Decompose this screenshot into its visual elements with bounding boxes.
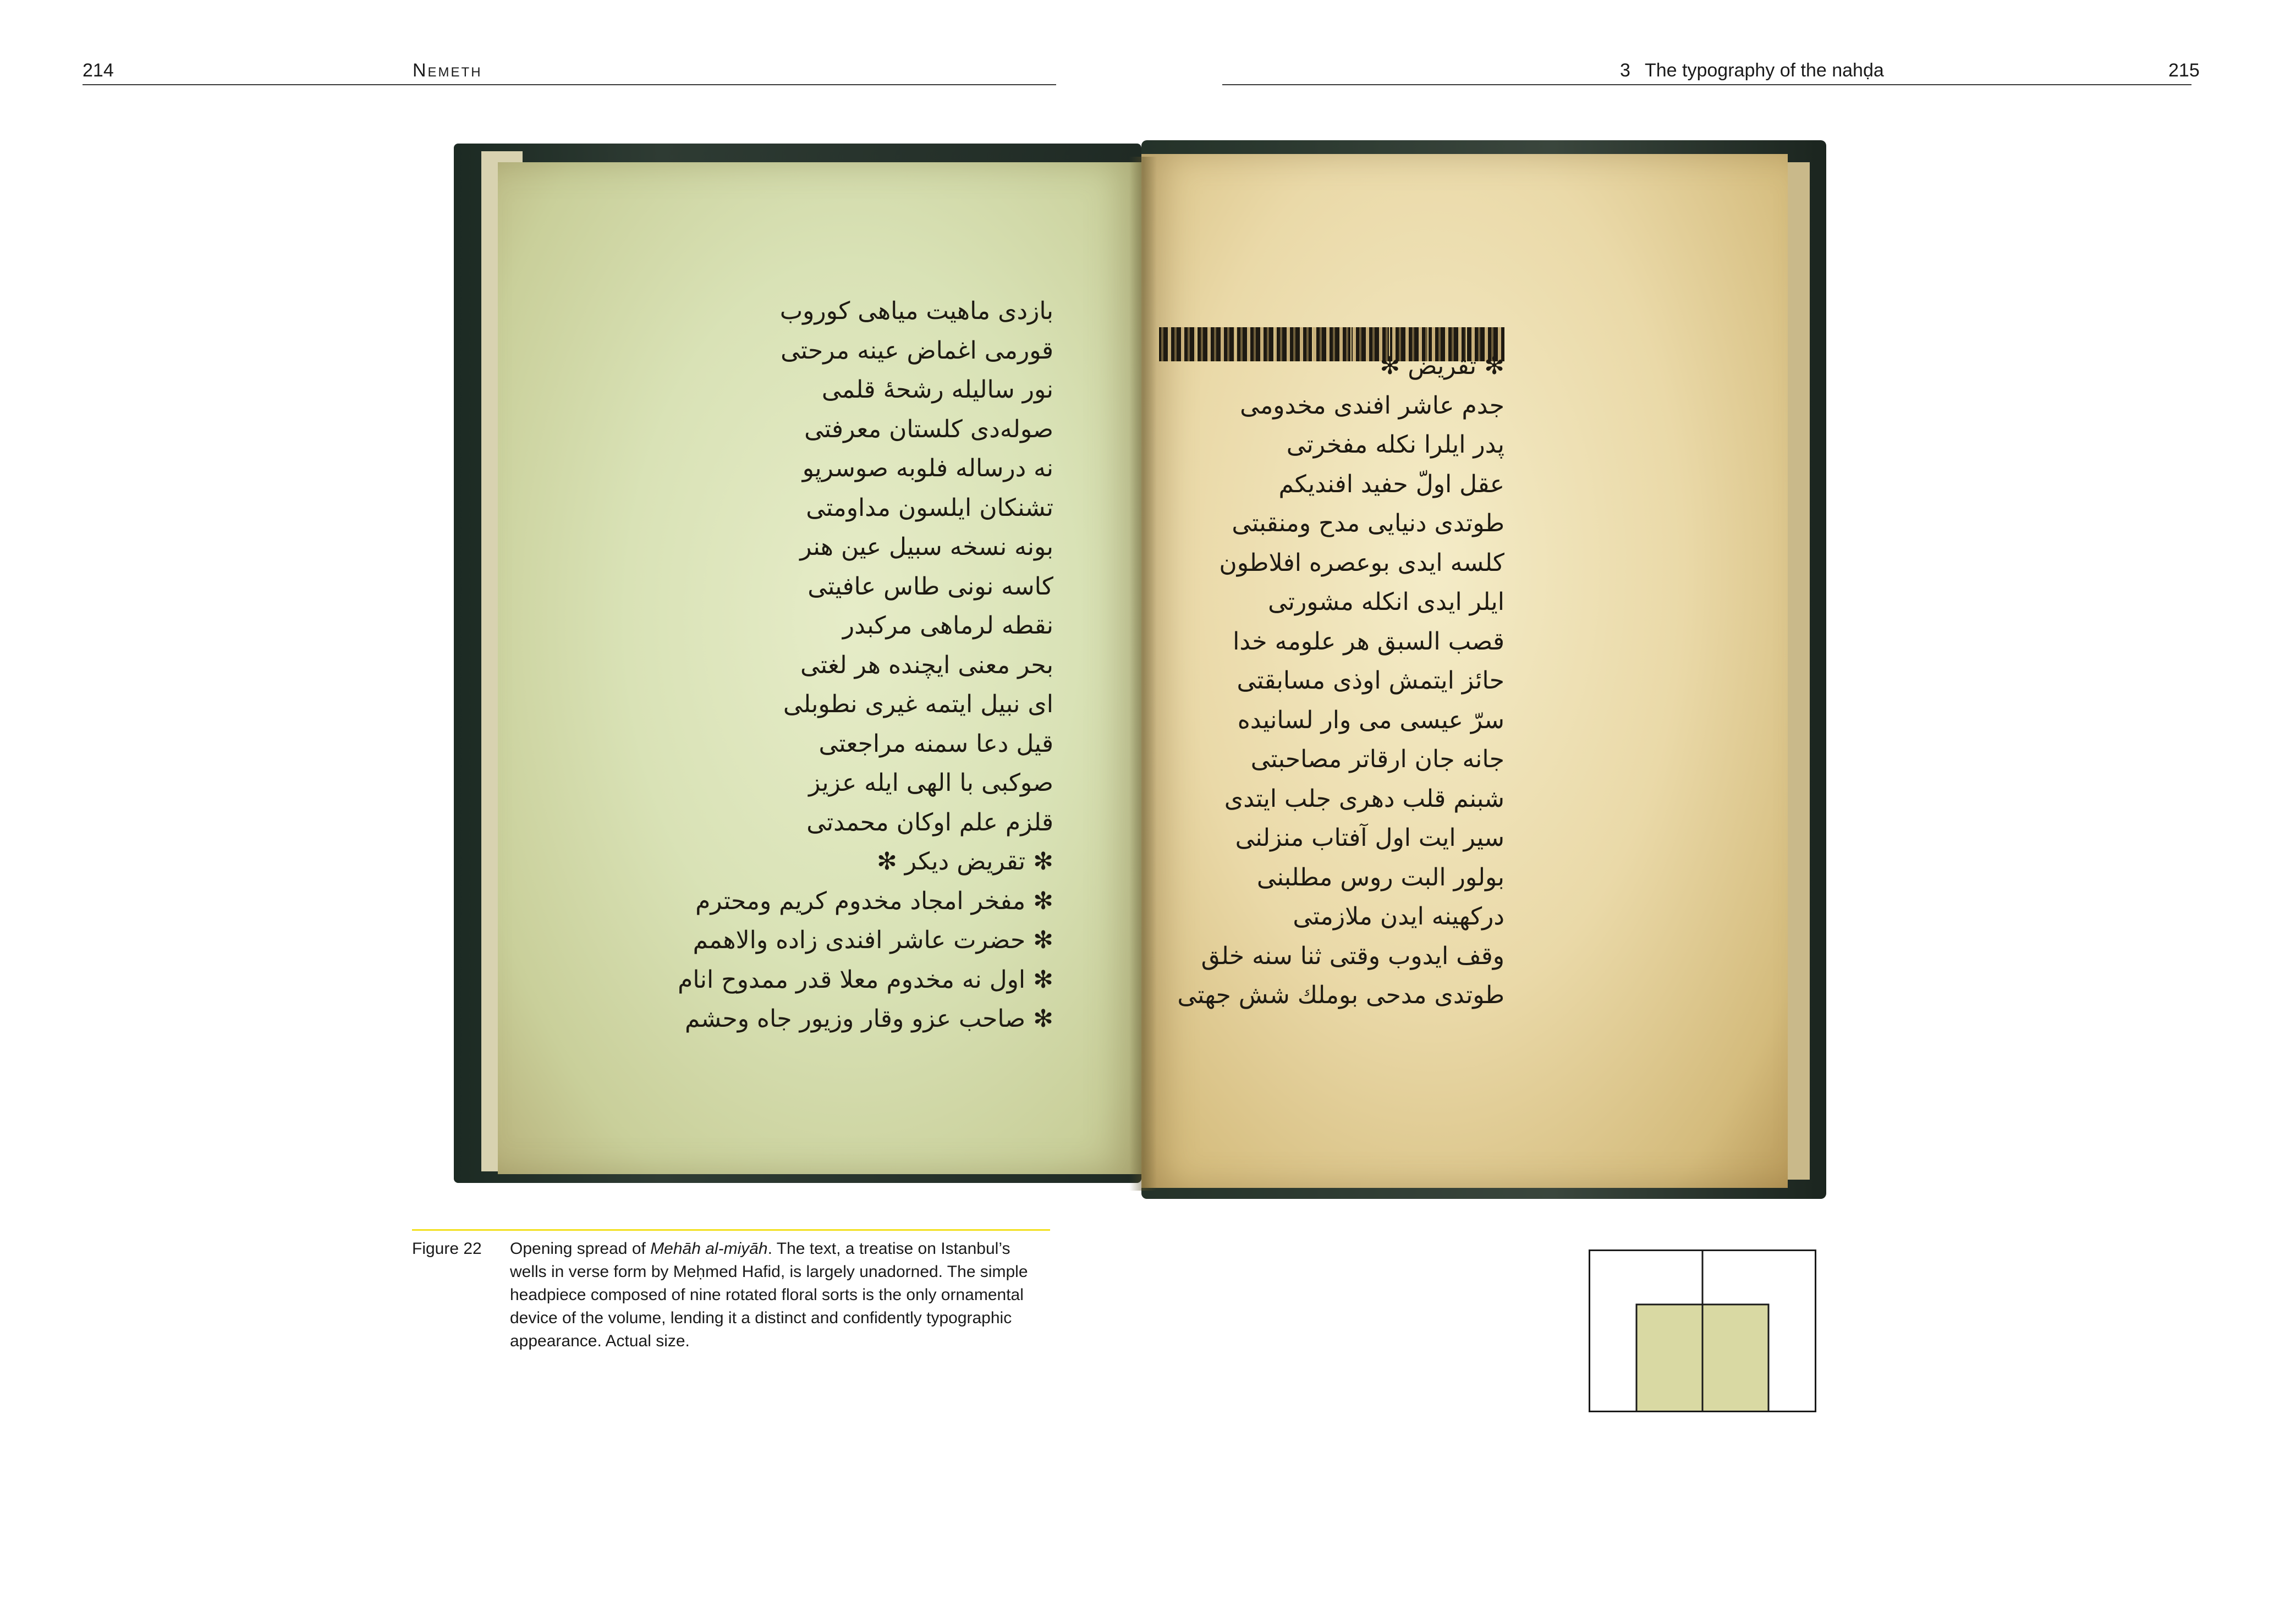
verse-line: صوكبى با الهى ايله عزيز — [809, 769, 1053, 797]
caption-body: . The text, a treatise on Istanbul’s wells in verse form by Meḥmed Hafid, is largely unadorned. The simple headpiece composed of nine rotated floral sorts is the only ornamental device of the volume, lending it a distinct and confidently typographic appearance. Actual size. — [510, 1240, 1028, 1350]
caption-text — [510, 1237, 1038, 1353]
verse-line: ✻ حضرت عاشر افندى زاده والاهمم — [693, 926, 1053, 954]
verse-line: دركهينه ايدن ملازمتى — [1293, 902, 1504, 931]
caption-title: Mehāh al-miyāh — [650, 1240, 768, 1258]
verse-line: ايلر ايدى انكله مشورتى — [1268, 588, 1504, 616]
diagram-book-right — [1702, 1304, 1768, 1412]
verse-line: ✻ مفخر امجاد مخدوم كريم ومحترم — [695, 887, 1053, 915]
right-page-edge — [1788, 162, 1810, 1180]
verse-line: بولور البت روس مطلبنى — [1256, 863, 1504, 891]
verse-line: صوله‌دى كلستان معرفتى — [804, 415, 1053, 443]
verse-line: سرّ عيسى مى وار لسانيده — [1237, 706, 1504, 734]
verse-line: قصب السبق هر علومه خدا — [1233, 627, 1504, 656]
verse-line: جدم عاشر افندى مخدومى — [1240, 391, 1504, 420]
verse-line: قيل دعا سمنه مراجعتى — [819, 729, 1053, 758]
verse-line: طوتدى دنيايى مدح ومنقبتى — [1232, 509, 1504, 537]
book-gutter — [1129, 157, 1157, 1191]
right-header-rule — [1222, 84, 2191, 85]
right-chapter-number: 3 — [1620, 60, 1630, 81]
verse-line: نه درساله فلوبه صوسرپو — [802, 454, 1053, 482]
figure-label: Figure 22 — [412, 1240, 482, 1258]
verse-line: بحر معنى ايچنده هر لغتى — [800, 651, 1053, 679]
spread-diagram — [1589, 1249, 1816, 1412]
verse-line: ✻ تقريض ديكر ✻ — [876, 847, 1053, 876]
manuscript-photo — [454, 140, 1829, 1213]
verse-line: عقل اولّ حفيد افنديكم — [1278, 470, 1504, 498]
right-page-verse — [1158, 346, 1504, 1015]
right-page-number: 215 — [2168, 60, 2200, 81]
caption-rule — [412, 1229, 1050, 1231]
verse-line: قورمى اغماض عينه مرحتى — [781, 336, 1053, 365]
verse-line: بازدى ماهيت مياهى كوروب — [779, 297, 1053, 325]
verse-line: حائز ايتمش اوذى مسابقتى — [1237, 667, 1504, 695]
verse-line: طوتدى مدحى بوملك شش جهتى — [1177, 981, 1504, 1009]
left-page-verse — [678, 291, 1053, 1039]
verse-line: كلسه ايدى بوعصره افلاطون — [1219, 548, 1504, 577]
right-chapter-title: The typography of the nahḍa — [1645, 60, 1884, 81]
left-running-head-author: Nemeth — [413, 60, 482, 81]
verse-line: ✻ صاحب عزو وقار وزيور جاه وحشم — [684, 1005, 1053, 1033]
verse-line: ✻ اول نه مخدوم معلا قدر ممدوح انام — [678, 965, 1053, 994]
left-header-rule — [83, 84, 1056, 85]
verse-line: تشنكان ايلسون مداومتى — [806, 493, 1053, 522]
left-page-number: 214 — [83, 60, 114, 81]
verse-line: اى نبيل ايتمه غيرى نطوبلى — [783, 690, 1053, 718]
verse-line: بونه نسخه سبيل عين هنر — [800, 533, 1053, 561]
verse-line: نور ساليله رشحۀ قلمى — [821, 376, 1053, 404]
diagram-book-left — [1636, 1304, 1702, 1412]
verse-line: قلزم علم اوكان محمدتى — [806, 808, 1053, 836]
verse-line: وقف ايدوب وقتى ثنا سنه خلق — [1201, 942, 1504, 970]
verse-line: جانه جان ارقاتر مصاحبتى — [1250, 745, 1504, 773]
caption-prefix: Opening spread of — [510, 1240, 651, 1258]
verse-line: شبنم قلب دهرى جلب ايتدى — [1224, 784, 1504, 813]
verse-line: سير ايت اول آفتاب منزلنى — [1235, 824, 1504, 852]
verse-line: پدر ايلرا نكله مفخرتى — [1286, 431, 1504, 459]
verse-line: نقطه لرماهى مركبدر — [842, 612, 1053, 640]
verse-line: ✻ تقريض ✻ — [1380, 352, 1504, 380]
verse-line: كاسه‌ نونى طاس عافيتى — [808, 572, 1053, 601]
